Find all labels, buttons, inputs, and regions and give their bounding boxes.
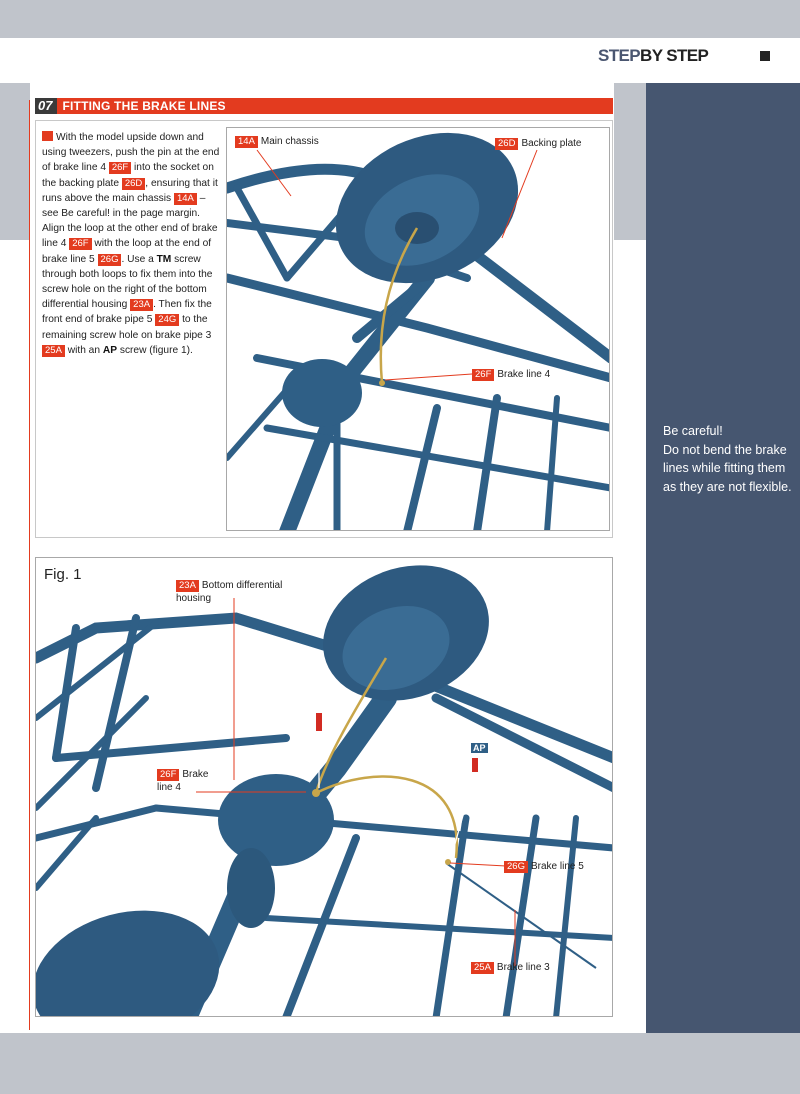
part-tag: 24G [155,314,179,326]
chassis-illustration-top [227,128,610,531]
header-title-bystep: BY STEP [640,46,709,65]
callout-label: Main chassis [260,136,319,147]
caution-heading: Be careful! [663,424,723,438]
callout-label: Bottom differential housing [176,580,283,604]
left-margin-rule [29,100,30,1030]
sidebar-panel [646,83,800,1033]
instruction-run: , ensuring that it runs above the main chassis [42,177,218,204]
bottom-band [0,1033,800,1094]
part-tag: 26D [122,178,145,190]
part-tag: 26D [495,138,518,150]
callout-brake-line-5 [504,860,584,873]
callout-label: Brake line 4 [157,769,209,793]
instruction-run: With the model upside down and using tweezers, push the pin at the end of brake line 4 [42,132,220,174]
instruction-text [42,130,220,358]
callout-brake-line-4 [157,768,217,794]
part-tag: 26F [109,162,131,174]
callout-label: Brake line 3 [496,962,550,973]
figure-label: Fig. 1 [44,566,82,583]
instruction-run: with the loop at the end of brake line 5 [42,238,212,265]
instruction-run: into the socket on the backing plate [42,162,214,189]
part-tag: 26G [98,254,122,266]
callout-backing-plate [495,137,581,150]
part-tag: 25A [471,962,494,974]
section-title: FITTING THE BRAKE LINES [62,99,226,113]
part-tag: 26F [69,238,91,250]
page-header-title [598,46,708,66]
part-tag: 14A [235,136,258,148]
part-tag: 26F [472,369,494,381]
part-tag: 25A [42,345,65,357]
instruction-run: . Then fix the front end of brake pipe 5 [42,299,212,326]
callout-label: Brake line 4 [497,369,551,380]
gray-band-left [0,83,30,240]
part-tag: 23A [130,299,153,311]
instruction-run: . Use a [121,253,157,265]
instruction-run: screw (figure 1). [117,344,193,356]
header-title-step: STEP [598,46,641,65]
callout-label: Backing plate [521,138,582,149]
instruction-run: with an [64,344,103,356]
screw-code-ap: AP [102,344,118,356]
screw-ap-label: AP [473,743,486,753]
part-tag: 26G [504,861,528,873]
figure-1-image [35,557,613,1017]
section-number: 07 [35,98,57,114]
header-square-icon [760,51,770,61]
callout-brake-line-3 [471,961,550,974]
callout-main-chassis [235,135,319,148]
caution-text: Do not bend the brake lines while fitting them as they are not flexible. [663,442,792,494]
sidebar-caution-note [663,422,798,496]
screw-code-tm: TM [156,253,172,265]
callout-label: Brake line 5 [530,861,584,872]
top-band [0,0,800,38]
instruction-run: screw through both loops to fix them into the screw hole on the right of the bottom differential housing [42,253,213,311]
instruction-run: to the remaining screw hole on brake pipe 3 [42,314,212,341]
callout-bottom-differential-housing [176,579,316,605]
bullet-square-icon [42,131,53,141]
chassis-illustration-fig1 [36,558,613,1017]
instruction-run: – see Be careful! in the page margin. Align the loop at the other end of brake line 4 [42,192,218,250]
screw-tm-label: TM [314,697,327,707]
part-tag: 26F [157,769,179,781]
callout-brake-line-4 [472,368,550,381]
figure-top-image [226,127,610,531]
gray-band-mid [614,83,646,240]
part-tag: 14A [174,193,197,205]
section-heading-bar [35,98,613,114]
part-tag: 23A [176,580,199,592]
